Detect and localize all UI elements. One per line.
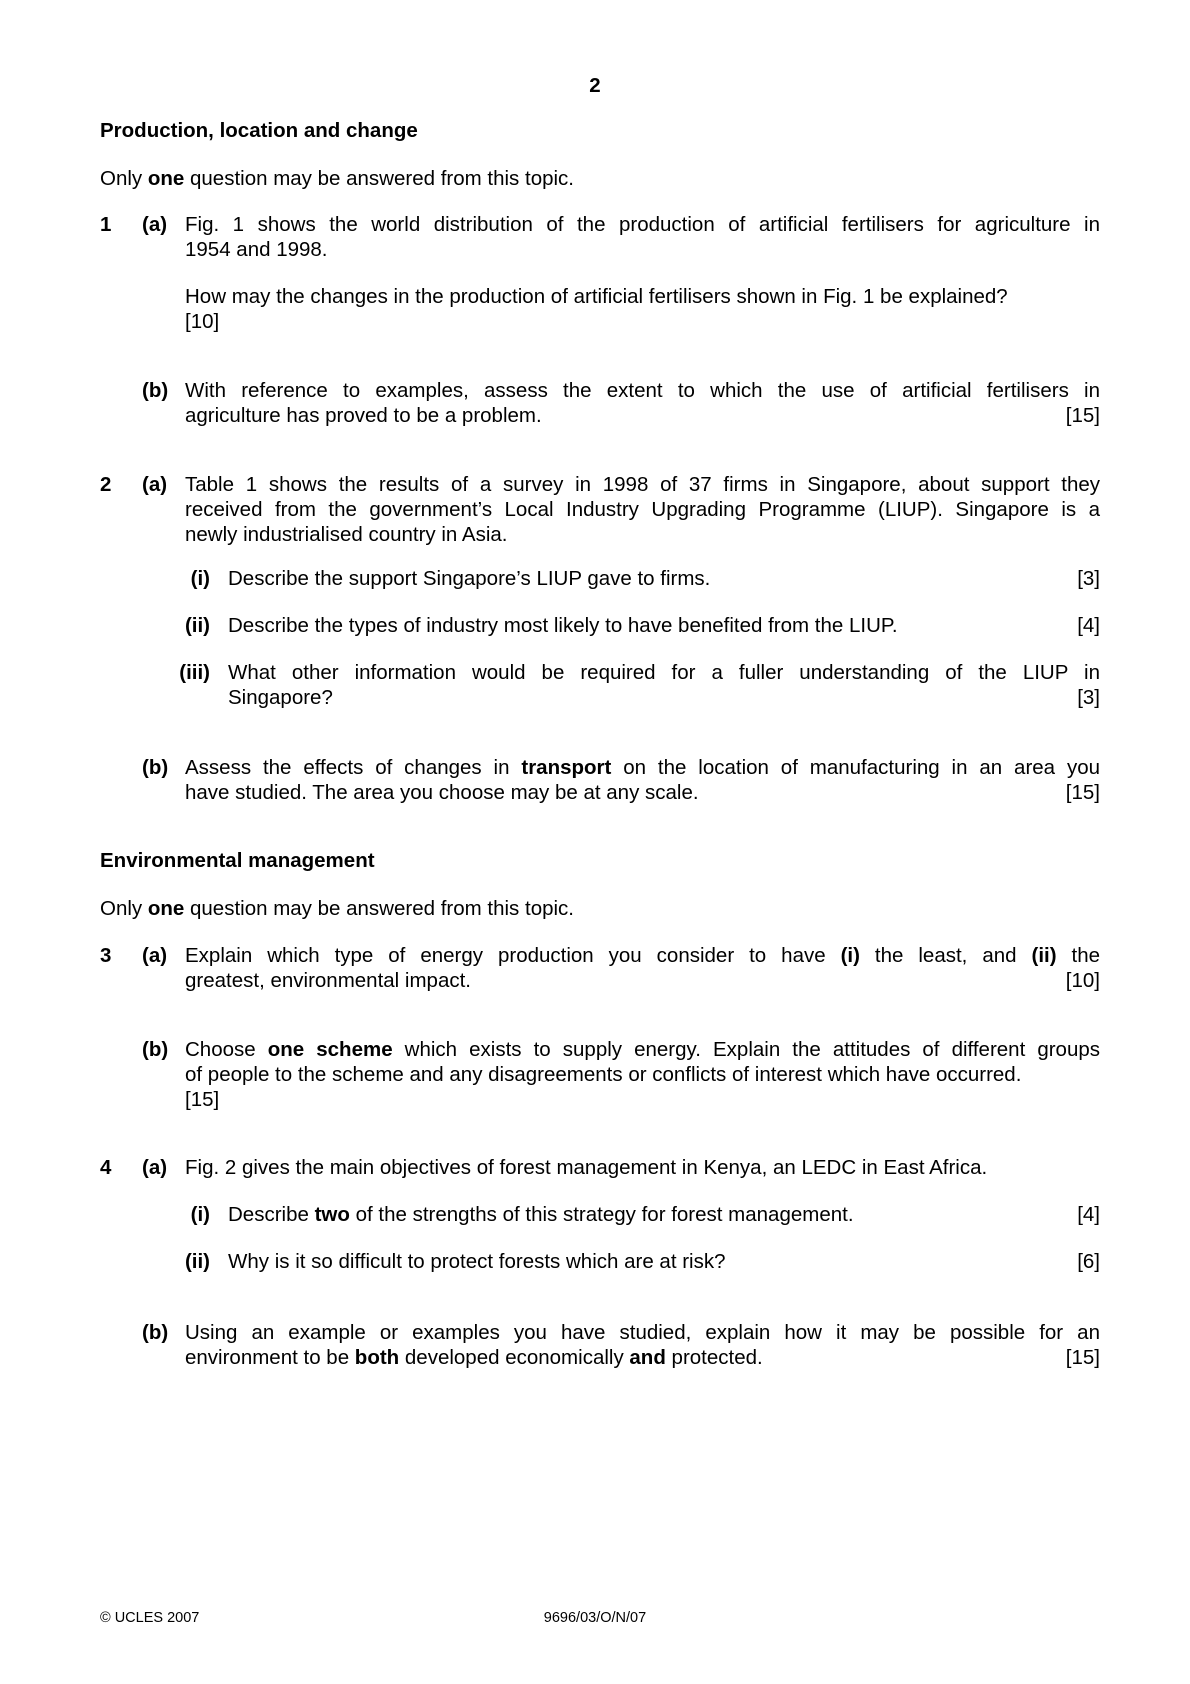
q4-part-a-label: (a) <box>142 1156 168 1179</box>
question-number-1: 1 <box>100 213 112 236</box>
q3-part-b-text: Choose one scheme which exists to supply energy. Explain the attitudes of different groups of people to the scheme and any disagreements or conflicts of interest which have occurred. [15] <box>185 1038 1101 1111</box>
question-number-2: 2 <box>100 473 112 496</box>
q4-part-b-label: (b) <box>142 1321 169 1344</box>
q4-part-b-text: Using an example or examples you have studied, explain how it may be possible for an environment to be both developed economically and protected. [15] <box>185 1321 1100 1369</box>
q1-part-a-question: How may the changes in the production of artificial fertilisers shown in Fig. 1 be explained? [10] <box>185 284 1100 334</box>
q1-part-a-label: (a) <box>142 213 168 236</box>
q4-a-ii-text: Why is it so difficult to protect forests which are at risk? [6] <box>228 1250 1100 1273</box>
q4-part-a-text: Fig. 2 gives the main objectives of forest management in Kenya, an LEDC in East Africa. <box>185 1156 988 1179</box>
q3-part-a-label: (a) <box>142 944 168 967</box>
q1-part-b-text: With reference to examples, assess the extent to which the use of artificial fertilisers in agriculture has proved to be a problem. [15] <box>185 379 1100 427</box>
footer-copyright: © UCLES 2007 <box>100 1610 200 1626</box>
q1-part-a-text: Fig. 1 shows the world distribution of the production of artificial fertilisers for agriculture in 1954 and 1998. <box>185 213 1100 261</box>
question-number-4: 4 <box>100 1156 112 1179</box>
q1-part-b-label: (b) <box>142 379 169 402</box>
q1-part-b-mark: [15] <box>1065 404 1100 427</box>
q4-a-i-text: Describe two of the strengths of this strategy for forest management. [4] <box>228 1203 1100 1226</box>
q2-a-i-mark: [3] <box>1077 567 1100 590</box>
section-intro-production: Only one question may be answered from this topic. <box>100 167 575 190</box>
q3-part-b-label: (b) <box>142 1038 169 1061</box>
section-heading-environmental: Environmental management <box>100 849 375 872</box>
q2-a-i-text: Describe the support Singapore’s LIUP gave to firms. [3] <box>228 567 1100 590</box>
q3-part-b-mark: [15] <box>185 1088 220 1111</box>
q2-a-iii-label: (iii) <box>179 661 210 684</box>
q2-a-ii-mark: [4] <box>1077 614 1100 637</box>
q2-part-b-mark: [15] <box>1065 781 1100 804</box>
q2-part-b-text: Assess the effects of changes in transport on the location of manufacturing in an area you have studied. The area you choose may be at any scale. [15] <box>185 756 1100 804</box>
q2-part-a-label: (a) <box>142 473 168 496</box>
q4-a-ii-label: (ii) <box>184 1250 210 1273</box>
section-heading-production: Production, location and change <box>100 119 418 142</box>
q2-a-iii-text: What other information would be required for a fuller understanding of the LIUP in Singapore? [3] <box>228 661 1100 709</box>
q3-part-a-text: Explain which type of energy production you consider to have (i) the least, and (ii) the greatest, environmental impact. [10] <box>185 944 1101 992</box>
q2-part-a-text: Table 1 shows the results of a survey in 1998 of 37 firms in Singapore, about support they received from the government’s Local Industry Upgrading Programme (LIUP). Singapore is a newly industrialised country in Asia. <box>185 473 1100 546</box>
q4-part-b-mark: [15] <box>1065 1346 1100 1369</box>
question-number-3: 3 <box>100 944 112 967</box>
page-number: 2 <box>589 74 601 97</box>
section-intro-environmental: Only one question may be answered from this topic. <box>100 897 575 920</box>
q4-a-ii-mark: [6] <box>1077 1250 1100 1273</box>
q2-a-iii-mark: [3] <box>1077 686 1100 709</box>
q3-part-a-mark: [10] <box>1065 969 1100 992</box>
q2-part-b-label: (b) <box>142 756 169 779</box>
q4-a-i-mark: [4] <box>1077 1203 1100 1226</box>
q2-a-ii-label: (ii) <box>184 614 210 637</box>
q4-a-i-label: (i) <box>190 1203 210 1226</box>
q1-part-a-mark: [10] <box>185 310 220 333</box>
q2-a-i-label: (i) <box>190 567 210 590</box>
q2-a-ii-text: Describe the types of industry most likely to have benefited from the LIUP. [4] <box>228 614 1100 637</box>
footer-paper-code: 9696/03/O/N/07 <box>543 1610 647 1626</box>
